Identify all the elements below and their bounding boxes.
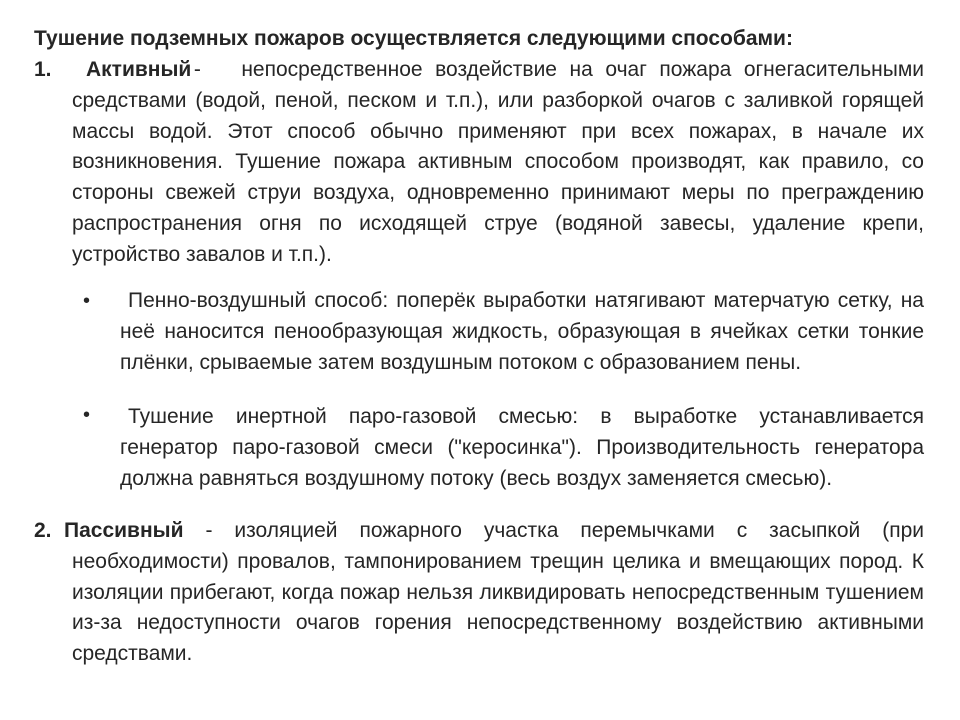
bullet-text: Тушение инертной паро-газовой смесью: в выработке устанавливается генератор паро-газовой смеси ("керосинка"). Производительность генератора должна равняться воздушному потоку (весь воздух заменяется смесью).: [120, 405, 924, 490]
item-number: 1.: [34, 58, 52, 81]
item-term: Пассивный: [64, 519, 184, 542]
item-text: непосредственное воздействие на очаг пожара огнегасительными средствами (водой, пеной, песком и т.п.), или разборкой очагов с заливкой горящей массы водой. Этот способ обычно применяют при всех пожарах, в начале их возникновения. Тушение пожара активным способом производят, как правило, со стороны свежей струи воздуха, одновременно принимают меры по преграждению распространения огня по исходящей струе (водяной завесы, удаление крепи, устройство завалов и т.п.).: [72, 58, 924, 266]
bullet-text: Пенно-воздушный способ: поперёк выработки натягивают матерчатую сетку, на неё наносится пенообразующая жидкость, образующая в ячейках сетки тонкие плёнки, срываемые затем воздушным потоком с образованием пены.: [120, 289, 924, 374]
bullet-item-inert-gas: [120, 402, 924, 494]
item-term: Активный: [86, 58, 192, 81]
slide-heading: Тушение подземных пожаров осуществляется следующими способами:: [34, 27, 793, 50]
item-number: 2.: [34, 519, 52, 542]
list-item-active: [34, 55, 924, 271]
item-text: - изоляцией пожарного участка перемычками с засыпкой (при необходимости) провалов, тампонированием трещин целика и вмещающих пород. К изоляции прибегают, когда пожар нельзя ликвидировать непосредственным тушением из-за недоступности очагов горения непосредственному воздействию активными средствами.: [72, 519, 924, 666]
bullet-marker: •: [83, 404, 91, 426]
bullet-marker: •: [83, 290, 91, 312]
list-item-passive: [34, 516, 924, 670]
item-dash: -: [193, 58, 201, 81]
bullet-item-foam-air: [120, 286, 924, 378]
